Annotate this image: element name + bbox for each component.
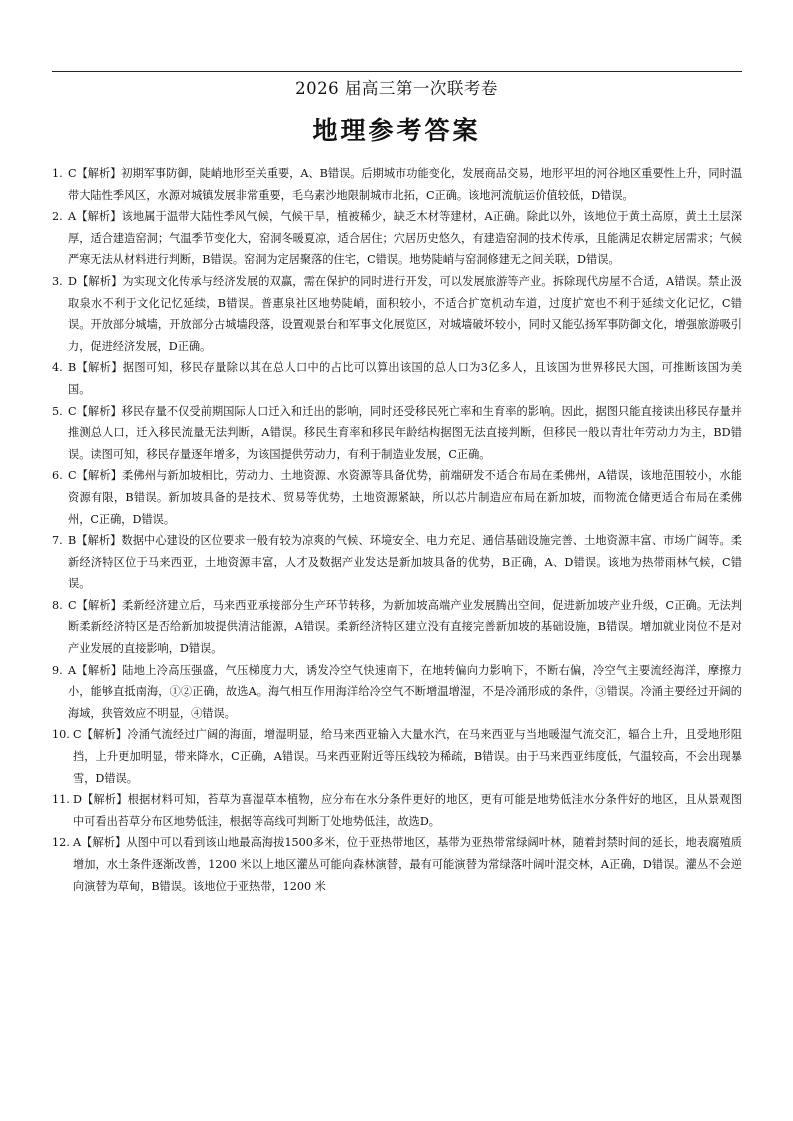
answer-number: 8.	[52, 598, 63, 612]
answer-number: 9.	[52, 663, 63, 677]
answer-key: C【解析】	[73, 728, 128, 742]
answer-explanation: 柔佛州与新加坡相比，劳动力、土地资源、水资源等具备优势，前端研发不适合布局在柔佛州，A错误，该地范围较小，水能资源有限，B错误。新加坡具备的是技术、贸易等优势，土地资源紧缺，所以芯片制造应布局在新加坡，而物流仓储更适合布局在柔佛州，C正确，D错误。	[68, 469, 742, 526]
answer-key: C【解析】	[68, 598, 122, 612]
answer-number: 1.	[52, 167, 63, 180]
answer-list	[52, 163, 742, 897]
answer-item-4	[52, 357, 742, 400]
answer-key: A【解析】	[68, 210, 122, 224]
answer-key: B【解析】	[68, 361, 123, 375]
answer-explanation: 为实现文化传承与经济发展的双赢，需在保护的同时进行开发，可以发展旅游等产业。拆除现代房屋不合适，A错误。禁止汲取泉水不利于文化记忆延续，B错误。普惠泉社区地势陡峭，面积较小，不适合扩宽机动车道，过度扩宽也不利于延续文化记忆，C错误。开放部分城墙，开放部分古城墙段落，设置观景台和军事文化展览区，对城墙破坏较小，同时又能弘扬军事防御文化，增强旅游吸引力，促进经济发展，D正确。	[68, 274, 742, 353]
answer-item-3	[52, 271, 742, 357]
answer-item-6	[52, 465, 742, 530]
answer-number: 2.	[52, 210, 63, 224]
answer-number: 4.	[52, 361, 63, 375]
page-title: 地理参考答案	[312, 116, 481, 145]
exam-subtitle: 2026 届高三第一次联考卷	[295, 79, 498, 98]
answer-item-5	[52, 401, 742, 466]
answer-explanation: 据图可知，移民存量除以其在总人口中的占比可以算出该国的总人口为3亿多人，且该国为世界移民大国，可推断该国为美国。	[68, 361, 742, 396]
answer-key: C【解析】	[68, 469, 123, 483]
answer-explanation: 陆地上冷高压强盛，气压梯度力大，诱发冷空气快速南下，在地转偏向力影响下，不断右偏，冷空气主要流经海洋，摩擦力小，能够直抵南海，①②正确，故选A。海气相互作用海洋给冷空气不断增温增湿，不是冷涌形成的条件，③错误。冷涌主要经过开阔的海域，狭管效应不明显，④错误。	[68, 663, 742, 720]
answer-key: B【解析】	[68, 534, 122, 548]
answer-explanation: 根据材料可知，苔草为喜湿草本植物，应分布在水分条件更好的地区，更有可能是地势低洼水分条件好的地区，且从景观图中可看出苔草分布区地势低洼，根据等高线可判断丁处地势低洼，故选D。	[73, 793, 742, 828]
answer-explanation: 柔新经济建立后，马来西亚承接部分生产环节转移，为新加坡高端产业发展腾出空间，促进新加坡产业升级，C正确。无法判断柔新经济特区是否给新加坡提供清洁能源，A错误。柔新经济特区建立没有直接完善新加坡的基础设施，B错误。增加就业岗位不是对产业发展的直接影响，D错误。	[68, 598, 742, 656]
answer-number: 5.	[52, 404, 63, 418]
answer-item-7	[52, 530, 742, 595]
answer-key: C【解析】	[68, 404, 122, 418]
answer-number: 11.	[52, 793, 70, 807]
answer-number: 6.	[52, 469, 63, 483]
answer-item-2	[52, 206, 742, 271]
answer-item-9	[52, 660, 742, 725]
answer-explanation: 冷涌气流经过广阔的海面，增湿明显，给马来西亚输入大量水汽，在马来西亚与当地暖湿气流交汇，辐合上升，且受地形阻挡，上升更加明显，带来降水，C正确，A错误。马来西亚附近等压线较为稀疏，B错误。由于马来西亚纬度低，气温较高，不会出现暴雪，D错误。	[73, 728, 742, 785]
answer-number: 10.	[52, 728, 70, 742]
answer-item-12	[52, 832, 742, 897]
answer-number: 12.	[52, 836, 70, 850]
answer-explanation: 移民存量不仅受前期国际人口迁入和迁出的影响，同时还受移民死亡率和生育率的影响。因此，据图只能直接读出移民存量并推测总人口，迁入移民流量无法判断，A错误。移民生育率和移民年龄结构据图无法直接判断，但移民一般以青壮年劳动力为主，BD错误。读图可知，移民存量逐年增多，为该国提供劳动力，有利于制造业发展，C正确。	[68, 404, 742, 461]
answer-explanation: 初期军事防御，陡峭地形至关重要，A、B错误。后期城市功能变化，发展商品交易，地形平坦的河谷地区重要性上升，同时温带大陆性季风区，水源对城镇发展非常重要，毛乌素沙地限制城市北拓，C正确。该地河流航运价值较低，D错误。	[68, 167, 743, 202]
answer-key: A【解析】	[73, 836, 127, 850]
answer-number: 3.	[52, 274, 63, 288]
answer-explanation: 从图中可以看到该山地最高海拔1500多米，位于亚热带地区，基带为亚热带常绿阔叶林，随着封禁时间的延长，地表腐殖质增加，水土条件逐渐改善，1200 米以上地区灌丛可能向森林演替，最有可能演替为常绿落叶阔叶混交林，A正确，D错误。灌丛不会逆向演替为草甸，B错误。该地位于亚热带，1200 米	[73, 836, 742, 893]
answer-explanation: 该地属于温带大陆性季风气候，气候干旱，植被稀少，缺乏木材等建材，A正确。除此以外，该地位于黄土高原，黄土土层深厚，适合建造窑洞；气温季节变化大，窑洞冬暖夏凉，适合居住；穴居历史悠久，有建造窑洞的技术传承，且能满足农耕定居需求；气候严寒无法从材料进行判断，B错误。窑洞为定居聚落的住宅，C错误。地势陡峭与窑洞修建无之间关联，D错误。	[68, 210, 742, 267]
header-rule	[52, 71, 742, 72]
answer-key: D【解析】	[73, 793, 128, 807]
answer-key: D【解析】	[68, 274, 123, 288]
answer-key: C【解析】	[68, 167, 122, 180]
answer-item-10	[52, 724, 742, 789]
answer-explanation: 数据中心建设的区位要求一般有较为凉爽的气候、环境安全、电力充足、通信基础设施完善、土地资源丰富、市场广阔等。柔新经济特区位于马来西亚，土地资源丰富，人才及数据产业发达是新加坡具备的优势，B正确，A、D错误。该地为热带雨林气候，C错误。	[68, 534, 742, 591]
answer-item-11	[52, 789, 742, 832]
answer-item-8	[52, 595, 742, 660]
answer-item-1	[52, 163, 742, 206]
answer-key: A【解析】	[68, 663, 123, 677]
answer-number: 7.	[52, 534, 63, 548]
